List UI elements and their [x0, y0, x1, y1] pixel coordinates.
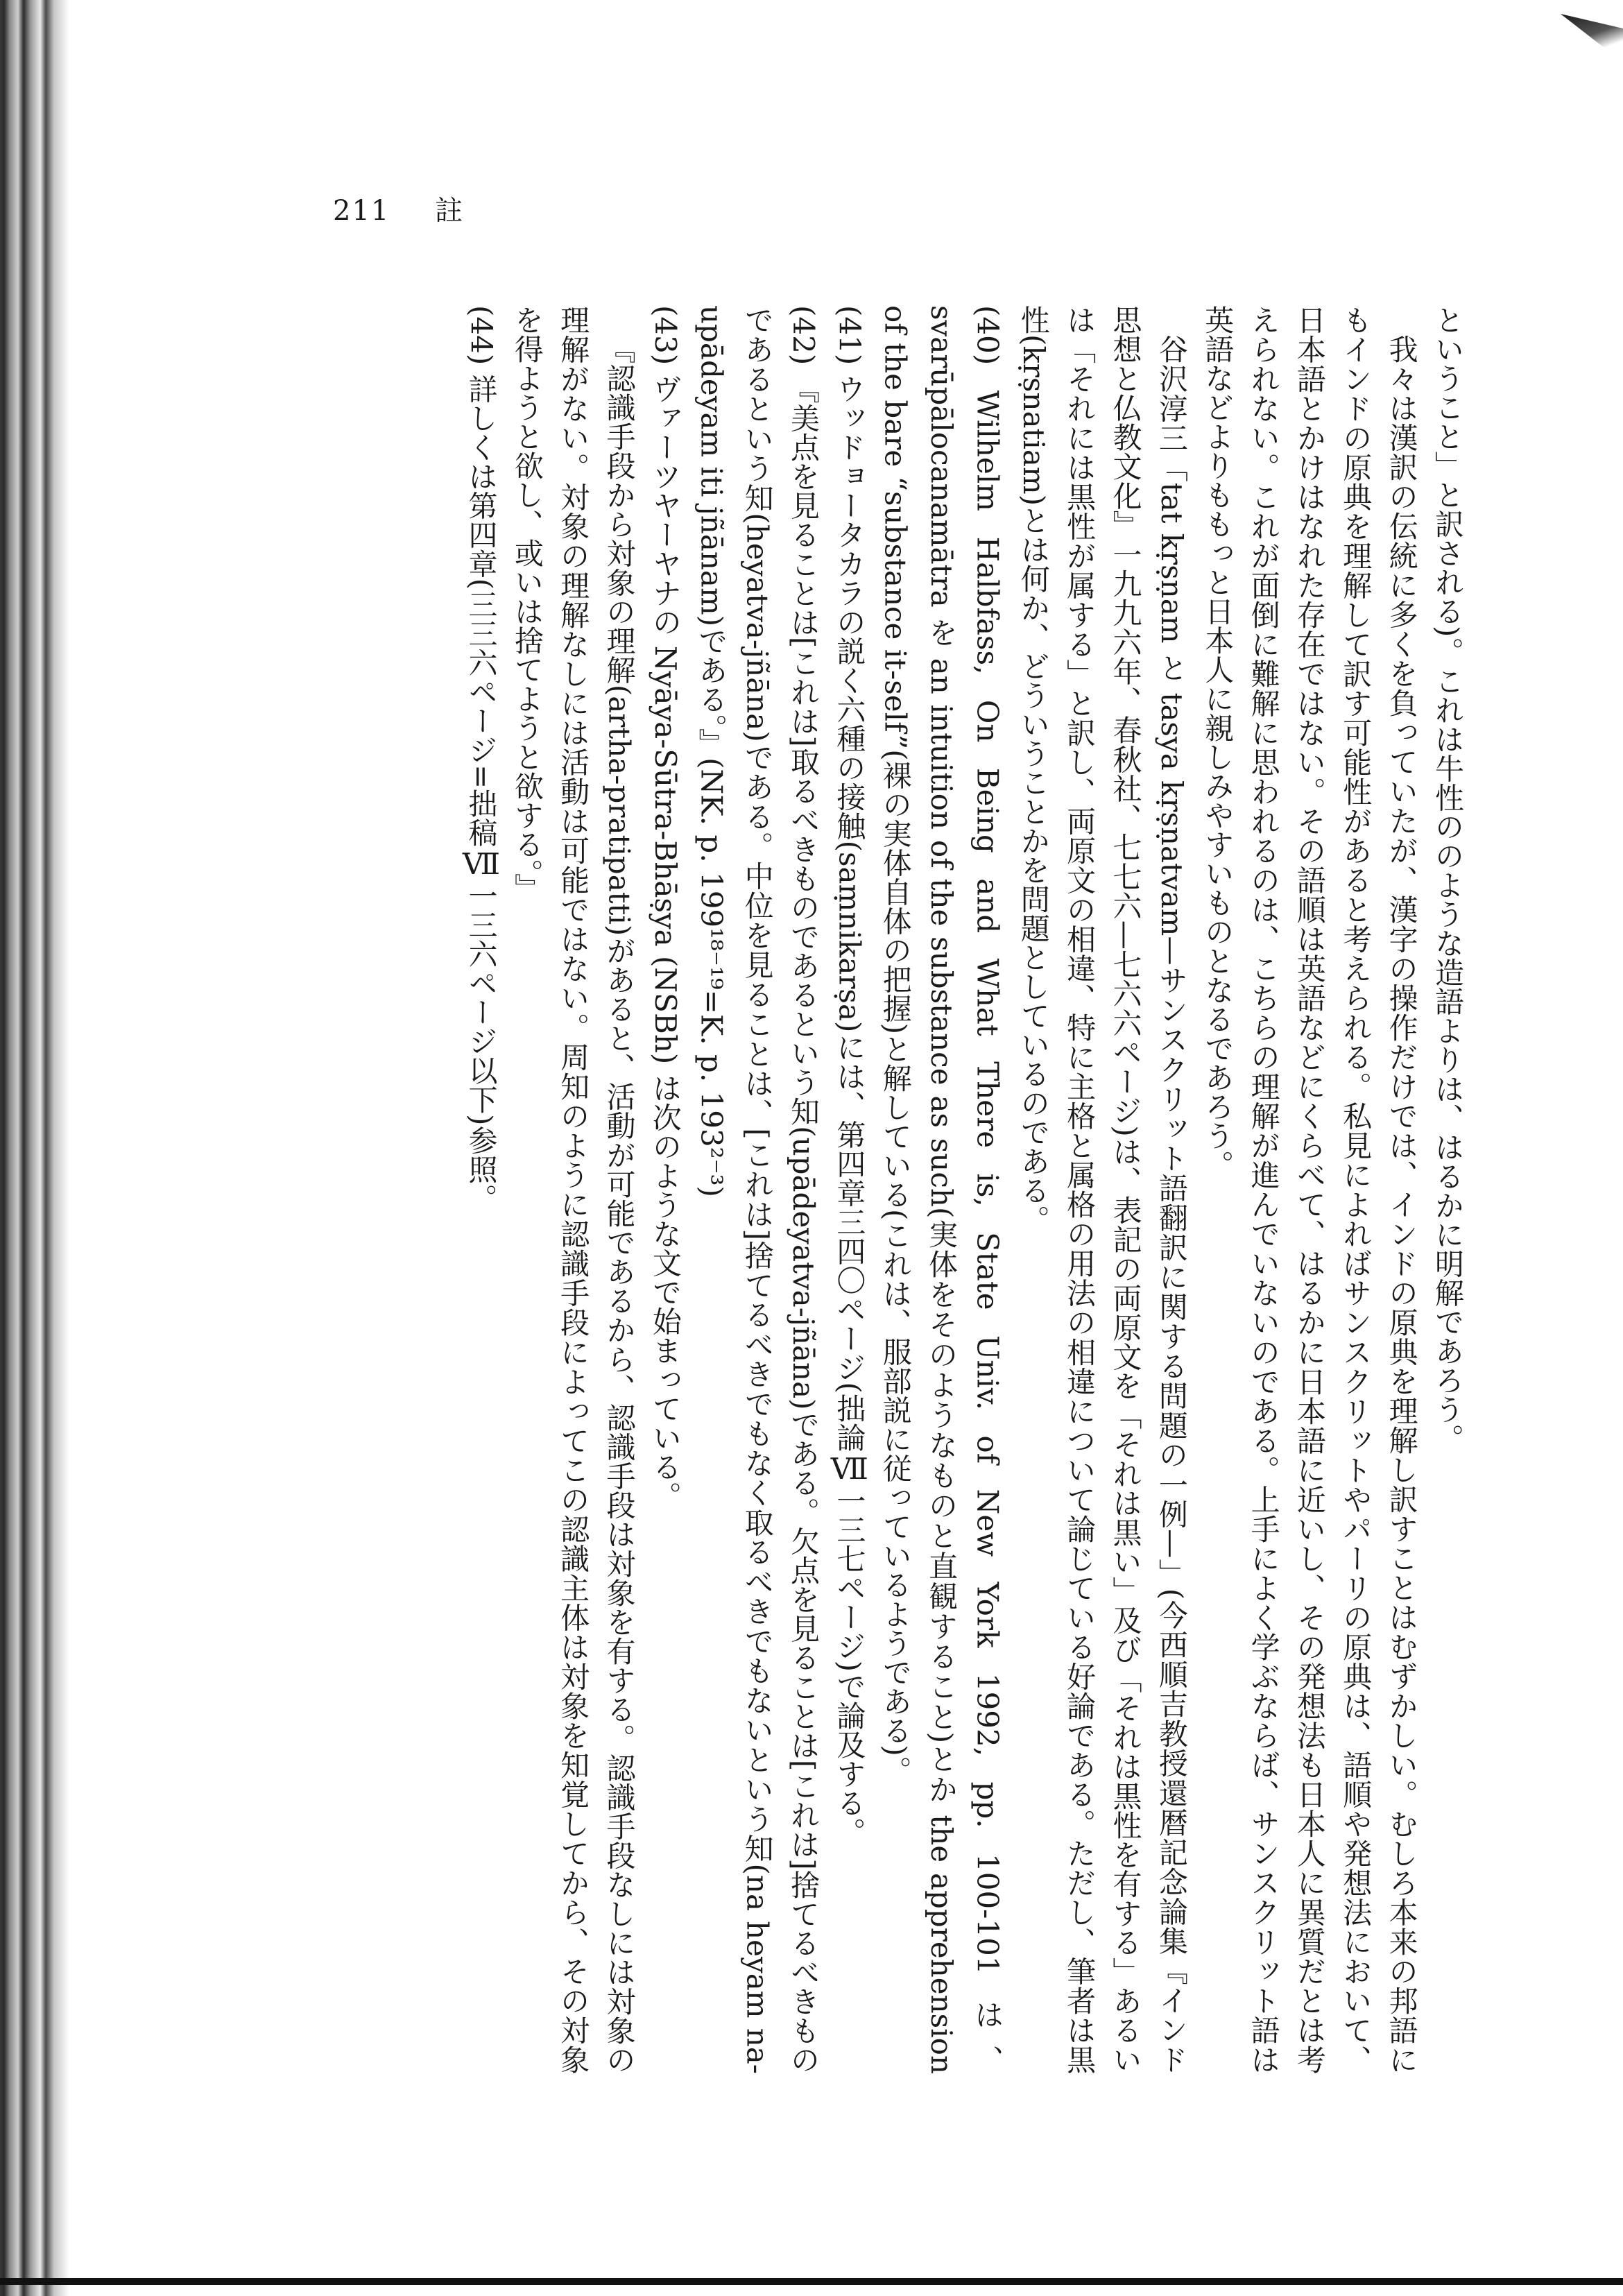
note-number: (44) [464, 305, 499, 366]
note-text: ヴァーツヤーヤナの Nyāya-Sūtra-Bhāṣya (NSBh) は次のような文で始まっている。 [648, 374, 682, 1511]
note-text: Wilhelm Halbfass, On Being and What There is, State Univ. of New York 1992, pp. 100-101 は、svarūpālocanamātra を an intuition of the substance as such(実体をそのようなものと直観すること)とか the apprehension of the bare “substance it-self”(裸の実体自体の把握)と解している(これは、服部説に従っているようである)。 [878, 305, 1005, 2074]
scan-bottom-edge [0, 2278, 1623, 2285]
note-number: (43) [648, 305, 682, 366]
note-44 [458, 305, 504, 2074]
note-41 [826, 305, 872, 2074]
note-number: (40) [970, 305, 1005, 366]
notes-body [333, 305, 1470, 2074]
paragraph [1010, 305, 1194, 2074]
note-text: 『美点を見ることは[これは]取るべきものであるという知(upādeyatva-jñāna)である。欠点を見ることは[これは]捨てるべきものであるという知(heyatva-jñāna)である。中位を見ることは、[これは]捨てるべきでもなく取るべきでもないという知(na heyam na-upādeyam iti jñānam)である。』(NK. p. 199¹⁸⁻¹⁹=K. p. 193²⁻³) [694, 305, 821, 2074]
note-number: (42) [786, 305, 821, 366]
note-43 [642, 305, 688, 2074]
section-title: 註 [435, 195, 465, 227]
note-text: ウッドョータカラの説く六種の接触(saṃnikarṣa)には、第四章三四〇ページ(拙論Ⅶ一三七ページ)で論及する。 [832, 374, 867, 1847]
quoted-paragraph [504, 305, 642, 2074]
note-text: 詳しくは第四章(三三六ページ=拙稿Ⅶ一三六ページ以下)参照。 [464, 374, 499, 1213]
text-frame [333, 305, 1470, 2074]
paragraph-text: 谷沢淳三「tat kṛṣṇam と tasya kṛṣṇatvam—サンスクリット語翻訳に関する問題の一例—」(今西順吉教授還暦記念論集『インド思想と仏教文化』一九九六年、春秋社、七七六—七六六ページ)は、表記の両原文を「それは黒い」及び「それは黒性を有する」あるいは「それには黒性が属する」と訳し、両原文の相違、特に主格と属格の用法の相違について論じている好論である。ただし、筆者は黒性(kṛṣnatiam)とは何か、どういうことかを問題としているのである。 [1016, 305, 1189, 2074]
note-42 [688, 305, 826, 2074]
paragraph-text: 我々は漢訳の伝統に多くを負っていたが、漢字の操作だけでは、インドの原典を理解し訳すことはむずかしい。むしろ本来の邦語にもインドの原典を理解して訳す可能性があると考えられる。私見によればサンスクリットやパーリの原典は、語順や発想法において、日本語とかけはなれた存在ではない。その語順は英語などにくらべて、はるかに日本語に近いし、その発想法も日本人に異質だとは考えられない。これが面倒に難解に思われるのは、こちらの理解が進んでいないのである。上手によく学ぶならば、サンスクリット語は英語などよりももっと日本人に親しみやすいものとなるであろう。 [1201, 305, 1419, 2074]
paragraph-continuation [1425, 305, 1470, 2074]
note-40 [872, 305, 1010, 2074]
paragraph [1194, 305, 1425, 2074]
page-number: 211 [333, 195, 390, 227]
paragraph-text: 『認識手段から対象の理解(artha-pratipatti)があると、活動が可能であるから、認識手段は対象を有する。認識手段なしには対象の理解がない。対象の理解なしには活動は可能ではない。周知のように認識手段によってこの認識主体は対象を知覚してから、その対象を得ようと欲し、或いは捨てようと欲する。』 [510, 305, 637, 2074]
running-header [333, 189, 464, 228]
scan-corner-mark [1561, 14, 1623, 62]
book-spine-shadow [0, 0, 83, 2296]
paragraph-text: ということ」と訳される)。これは牛性ののような造語よりは、はるかに明解であろう。 [1431, 305, 1465, 1453]
note-number: (41) [832, 305, 867, 366]
